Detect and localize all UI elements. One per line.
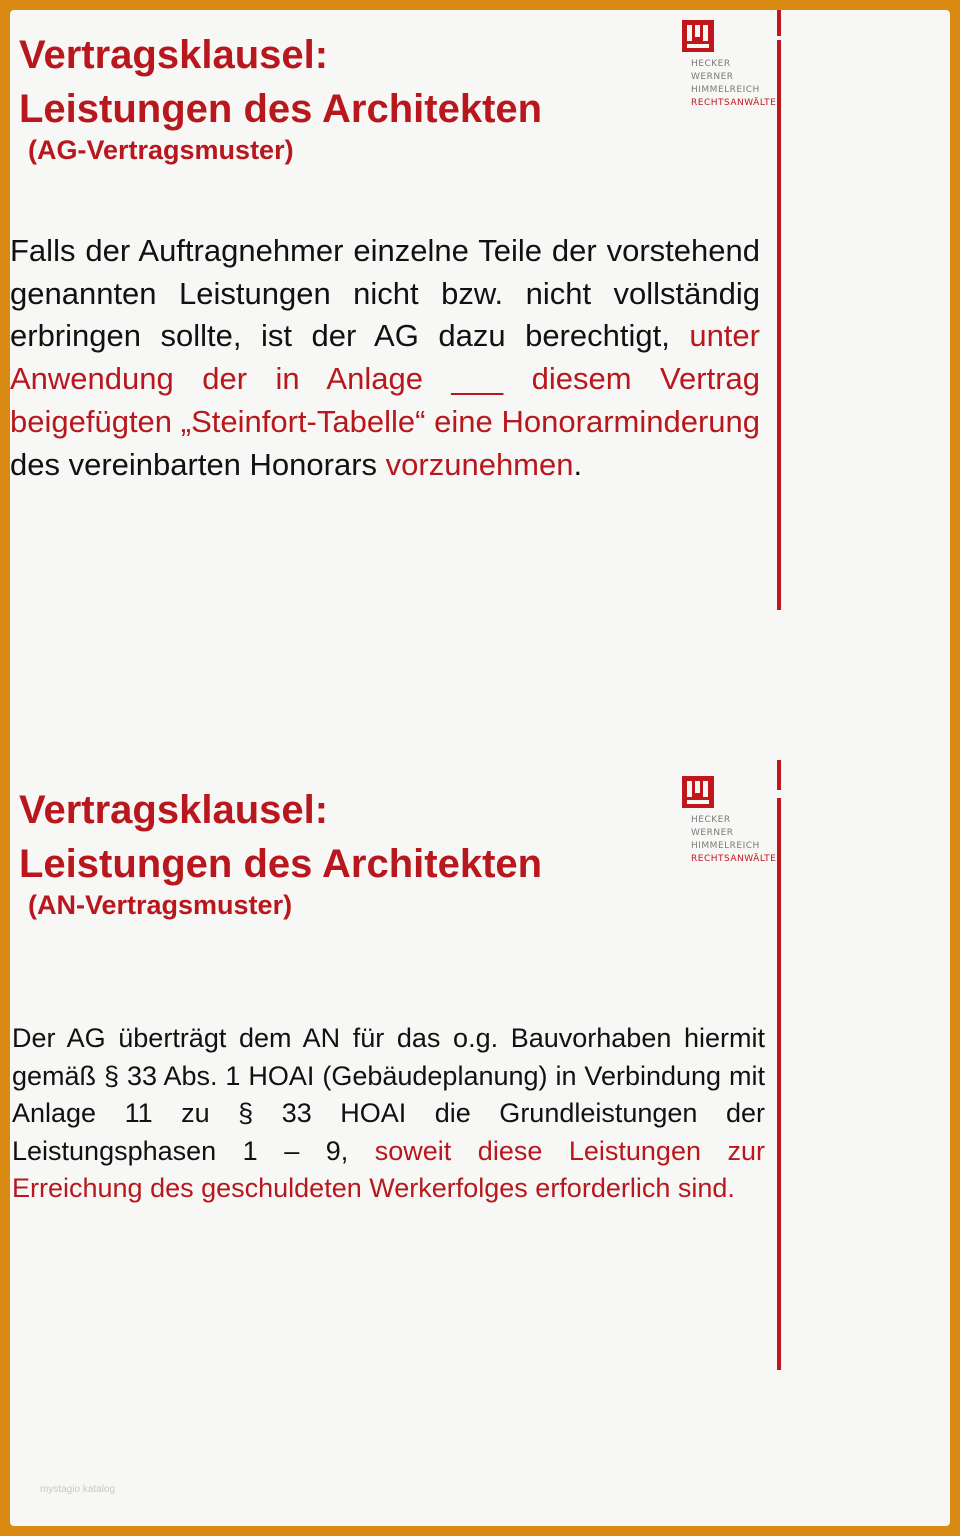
title-line-2: Leistungen des Architekten bbox=[19, 842, 543, 886]
slide-subtitle: (AG-Vertragsmuster) bbox=[28, 135, 294, 165]
clause-text-highlight: unter Anwendung der in Anlage ___ diesem Vertrag beigefügten „Steinfort-Tabelle“ eine Honorarminderung bbox=[10, 318, 760, 439]
logo-name: HECKER bbox=[691, 59, 731, 69]
logo-names bbox=[691, 814, 777, 866]
clause-text bbox=[10, 230, 760, 486]
firm-logo bbox=[682, 20, 777, 110]
clause-text-plain: des vereinbarten Honorars bbox=[10, 446, 386, 482]
slide-ag bbox=[10, 10, 950, 610]
slide-subtitle: (AN-Vertragsmuster) bbox=[28, 890, 293, 920]
title-line-1: Vertragsklausel: bbox=[19, 33, 329, 77]
logo-name: HIMMELREICH bbox=[691, 85, 760, 95]
divider-line bbox=[777, 10, 781, 36]
clause-text-plain: Der AG überträgt dem AN für das o.g. Bauvorhaben hiermit gemäß § 33 Abs. 1 HOAI (Gebäudeplanung) in Verbindung mit Anlage 11 zu § 33 HOAI die Grundleistungen der Leistungsphasen 1 – 9, bbox=[12, 1023, 765, 1166]
title-line-2: Leistungen des Architekten bbox=[19, 87, 543, 131]
document-page bbox=[10, 10, 950, 1526]
divider-line bbox=[777, 760, 781, 790]
divider-line bbox=[777, 798, 781, 1370]
logo-mark-icon bbox=[682, 20, 714, 52]
logo-names bbox=[691, 58, 777, 110]
clause-text-plain: . bbox=[573, 446, 583, 482]
clause-text bbox=[12, 1020, 765, 1208]
logo-firm: RECHTSANWÄLTE bbox=[691, 98, 777, 108]
watermark: mystagio katalog bbox=[40, 1484, 116, 1495]
clause-text-highlight: vorzunehmen bbox=[385, 446, 574, 482]
slide-title bbox=[19, 783, 542, 891]
logo-name: HIMMELREICH bbox=[691, 841, 760, 851]
logo-name: HECKER bbox=[691, 815, 731, 825]
firm-logo bbox=[682, 776, 777, 866]
logo-name: WERNER bbox=[691, 828, 734, 838]
clause-text-highlight: soweit diese Leistungen zur Erreichung des geschuldeten Werkerfolges erforderlich sind. bbox=[12, 1135, 766, 1203]
logo-firm: RECHTSANWÄLTE bbox=[691, 854, 777, 864]
slide-title bbox=[19, 28, 542, 136]
divider-line bbox=[777, 40, 781, 610]
logo-name: WERNER bbox=[691, 72, 734, 82]
title-line-1: Vertragsklausel: bbox=[19, 788, 329, 832]
logo-mark-icon bbox=[682, 776, 714, 808]
clause-text-plain: Falls der Auftragnehmer einzelne Teile der vorstehend genannten Leistungen nicht bzw. nicht vollständig erbringen sollte, ist der AG dazu berechtigt, bbox=[10, 233, 760, 354]
slide-an bbox=[10, 760, 950, 1370]
